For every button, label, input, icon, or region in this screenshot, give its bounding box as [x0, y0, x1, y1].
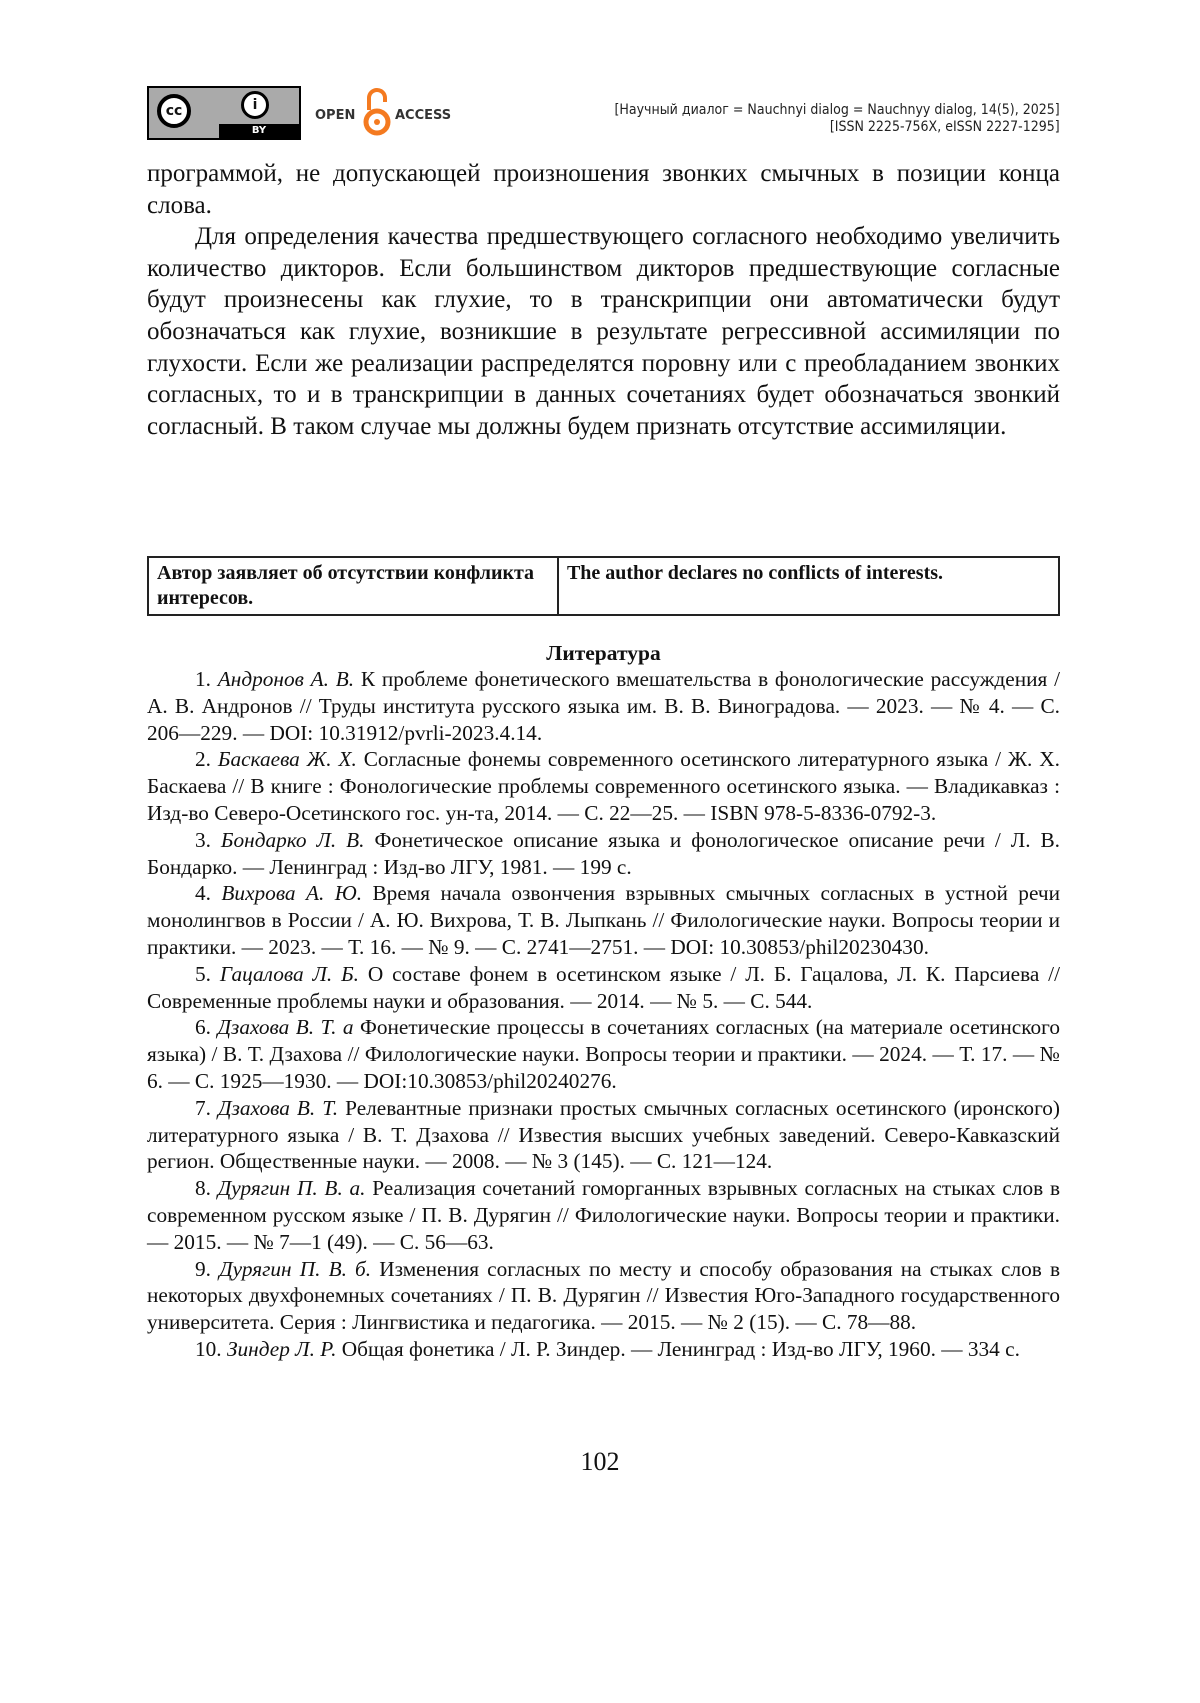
reference-item	[147, 961, 1060, 1015]
reference-author: Баскаева Ж. Х.	[217, 747, 357, 772]
reference-number: 5.	[195, 961, 211, 986]
reference-item	[147, 666, 1060, 746]
citation-line-2: [ISSN 2225-756X, eISSN 2227-1295]	[830, 119, 1060, 135]
reference-text: Релевантные признаки простых смычных согласных осетинского (иронского) литературного языка / В. Т. Дзахова // Известия высших учебных заведений. Северо-Кавказский регион. Общественные науки. — 2008. — № 3 (145). — С. 121—124.	[147, 1095, 1061, 1174]
reference-text: Согласные фонемы современного осетинского литературного языка / Ж. Х. Баскаева // В книге : Фонологические проблемы современного осетинского языка. — Владикавказ : Изд-во Северо-Осетинского гос. ун-та, 2014. — С. 22—25. — ISBN 978-5-8336-0792-3.	[147, 747, 1060, 825]
reference-author: Зиндер Л. Р.	[226, 1336, 337, 1361]
conflict-en-cell: The author declares no conflicts of interests.	[558, 557, 1059, 615]
body-text	[147, 158, 1060, 442]
open-access-open-text: OPEN	[315, 108, 356, 123]
reference-author: Дзахова В. Т.	[218, 1095, 339, 1120]
reference-author: Андронов А. В.	[217, 667, 355, 691]
paragraph: Для определения качества предшествующего согласного необходимо увеличить количество дикторов. Если большинством дикторов предшествующие согласные будут произнесены как глухие, то в транскрипции они автоматически будут обозначаться как глухие, возникшие в результате регрессивной ассимиляции по глухости. Если же реализации распределятся поровну или с преобладанием звонких согласных, то и в транскрипции в данных сочетаниях будет обозначаться звонкий согласный. В таком случае мы должны будем признать отсутствие ассимиляции.	[147, 223, 1060, 440]
references-title: Литература	[546, 641, 661, 665]
reference-item	[147, 1095, 1060, 1175]
reference-text: К проблеме фонетического вмешательства в фонологические рассуждения / А. В. Андронов // Труды института русского языка им. В. В. Виноградова. — 2023. — № 4. — С. 206—229. — DOI: 10.31912/pvrli-2023.4.14.	[147, 667, 1060, 745]
open-access-access-text: ACCESS	[395, 108, 452, 123]
reference-number: 6.	[195, 1015, 211, 1040]
reference-number: 8.	[195, 1176, 211, 1201]
reference-item	[147, 880, 1060, 960]
reference-item	[147, 746, 1060, 826]
reference-author: Дурягин П. В. б.	[219, 1256, 372, 1281]
reference-number: 10.	[195, 1336, 222, 1361]
attribution-person-icon: i	[241, 91, 269, 119]
reference-text: Время начала озвончения взрывных смычных согласных в устной речи монолингвов в России / А. Ю. Вихрова, Т. В. Лыпкань // Филологические науки. Вопросы теории и практики. — 2023. — Т. 16. — № 9. — С. 2741—2751. — DOI: 10.30853/phil20230430.	[147, 881, 1060, 959]
cc-icon: cc	[157, 94, 191, 128]
conflict-ru-cell: Автор заявляет об отсутствии конфликта интересов.	[148, 557, 558, 615]
open-lock-icon	[363, 88, 391, 136]
reference-text: Фонетические процессы в сочетаниях согласных (на материале осетинского языка) / В. Т. Дзахова // Филологические науки. Вопросы теории и практики. — 2024. — Т. 17. — № 6. — С. 1925—1930. — DOI:10.30853/phil20240276.	[147, 1015, 1061, 1093]
reference-text: Реализация сочетаний гоморганных взрывных согласных на стыках слов в современном русском языке / П. В. Дурягин // Филологические науки. Вопросы теории и практики. — 2015. — № 7—1 (49). — С. 56—63.	[147, 1176, 1060, 1254]
citation-line-1: [Научный диалог = Nauchnyi dialog = Nauchnyy dialog, 14(5), 2025]	[614, 102, 1060, 118]
reference-item	[147, 827, 1060, 881]
reference-number: 4.	[195, 881, 211, 906]
reference-item	[147, 1014, 1060, 1094]
reference-author: Гацалова Л. Б.	[219, 961, 359, 986]
references-list	[147, 666, 1060, 1363]
page-number: 102	[580, 1447, 620, 1476]
reference-number: 3.	[195, 827, 211, 852]
reference-text: О составе фонем в осетинском языке / Л. Б. Гацалова, Л. К. Парсиева // Современные проблемы науки и образования. — 2014. — № 5. — С. 544.	[147, 961, 1060, 1013]
reference-item	[147, 1175, 1060, 1255]
reference-number: 1.	[195, 667, 211, 691]
reference-text: Изменения согласных по месту и способу образования на стыках слов в некоторых двухфонемных сочетаниях / П. В. Дурягин // Известия Юго-Западного государственного университета. Серия : Лингвистика и педагогика. — 2015. — № 2 (15). — С. 78—88.	[147, 1256, 1061, 1335]
cc-by-license-badge[interactable]	[147, 86, 301, 140]
journal-citation	[615, 102, 1060, 136]
license-by-label: BY	[219, 124, 299, 138]
reference-number: 2.	[195, 747, 211, 772]
reference-author: Дзахова В. Т. а	[217, 1015, 354, 1040]
reference-item	[147, 1256, 1060, 1336]
reference-text: Общая фонетика / Л. Р. Зиндер. — Ленинград : Изд-во ЛГУ, 1960. — 334 с.	[336, 1336, 1020, 1361]
reference-author: Дурягин П. В. а.	[217, 1176, 366, 1201]
reference-number: 7.	[195, 1095, 211, 1120]
reference-author: Бондарко Л. В.	[220, 827, 365, 852]
conflict-of-interest-table	[147, 556, 1060, 616]
reference-text: Фонетическое описание языка и фонологическое описание речи / Л. В. Бондарко. — Ленинград : Изд-во ЛГУ, 1981. — 199 с.	[147, 827, 1061, 879]
paragraph: программой, не допускающей произношения звонких смычных в позиции конца слова.	[147, 160, 1060, 219]
reference-number: 9.	[195, 1256, 211, 1281]
reference-item	[147, 1336, 1060, 1363]
reference-author: Вихрова А. Ю.	[221, 881, 363, 906]
page-header	[147, 86, 1060, 142]
references-section	[147, 640, 1060, 1363]
